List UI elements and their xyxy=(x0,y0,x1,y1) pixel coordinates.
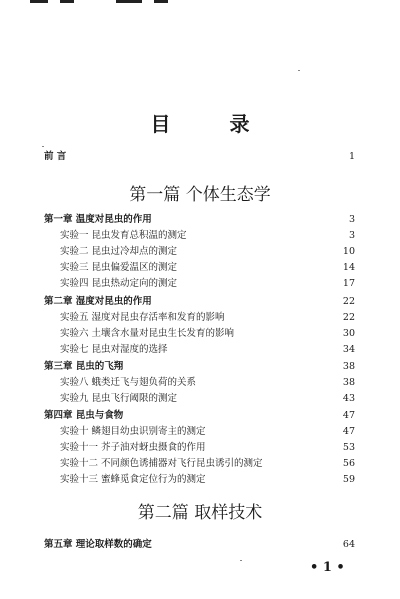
part-heading-2: 第二篇 取样技术 xyxy=(137,503,263,523)
toc-entry-page: 38 xyxy=(342,361,355,372)
dot-leader xyxy=(199,376,341,390)
toc-experiment-row[interactable] xyxy=(0,229,400,243)
dot-leader xyxy=(209,425,341,439)
toc-entry-page: 22 xyxy=(342,312,355,323)
toc-entry-label: 实验五 湿度对昆虫存活率和发育的影响 xyxy=(60,312,225,323)
toc-experiment-row[interactable] xyxy=(0,376,400,390)
toc-entry-label: 实验九 昆虫飞行阈限的测定 xyxy=(60,393,178,404)
toc-entry-page: 17 xyxy=(342,278,355,289)
dot-leader xyxy=(155,538,341,552)
toc-entry-label: 第一章 温度对昆虫的作用 xyxy=(44,214,152,225)
toc-entry-page: 56 xyxy=(342,458,355,469)
dot-leader xyxy=(171,343,341,357)
dot-leader xyxy=(209,473,341,487)
toc-entry-page: 3 xyxy=(348,230,355,241)
toc-entry-page: 22 xyxy=(342,296,355,307)
dot-leader xyxy=(180,277,341,291)
toc-entry-page: 34 xyxy=(342,344,355,355)
toc-chapter-row[interactable] xyxy=(0,213,400,227)
toc-experiment-row[interactable] xyxy=(0,392,400,406)
dot-leader xyxy=(180,392,341,406)
dot-leader xyxy=(126,409,341,423)
toc-entry-page: 53 xyxy=(342,442,355,453)
toc-experiment-row[interactable] xyxy=(0,245,400,259)
toc-entry-label: 实验十二 不同颜色诱捕器对飞行昆虫诱引的测定 xyxy=(60,458,263,469)
toc-experiment-row[interactable] xyxy=(0,277,400,291)
dot-leader xyxy=(126,360,341,374)
dot-leader xyxy=(155,295,341,309)
top-edge-marks xyxy=(30,0,170,6)
toc-entry-label: 前 言 xyxy=(44,151,67,162)
dot-leader xyxy=(209,441,341,455)
toc-entry-label: 第四章 昆虫与食物 xyxy=(44,410,124,421)
toc-entry-label: 实验七 昆虫对湿度的选择 xyxy=(60,344,168,355)
dot-leader xyxy=(180,245,341,259)
toc-chapter-row[interactable] xyxy=(0,295,400,309)
toc-chapter-row[interactable] xyxy=(0,409,400,423)
toc-entry-label: 第五章 理论取样数的确定 xyxy=(44,539,152,550)
toc-entry-label: 实验十三 蜜蜂觅食定位行为的测定 xyxy=(60,474,206,485)
toc-entry-label: 实验六 土壤含水量对昆虫生长发育的影响 xyxy=(60,328,235,339)
toc-experiment-row[interactable] xyxy=(0,473,400,487)
page-number-footer: • 1 • xyxy=(310,560,345,575)
toc-entry-label: 实验三 昆虫偏爱温区的测定 xyxy=(60,262,178,273)
toc-experiment-row[interactable] xyxy=(0,261,400,275)
dot-leader xyxy=(155,213,347,227)
dot-leader xyxy=(266,457,341,471)
toc-chapter-row[interactable] xyxy=(0,360,400,374)
toc-experiment-row[interactable] xyxy=(0,343,400,357)
toc-entry-label: 第二章 湿度对昆虫的作用 xyxy=(44,296,152,307)
toc-entry-page: 64 xyxy=(342,539,355,550)
toc-entry-label: 实验二 昆虫过冷却点的测定 xyxy=(60,246,178,257)
dot-leader xyxy=(228,311,341,325)
toc-entry-page: 47 xyxy=(342,426,355,437)
toc-chapter-row[interactable] xyxy=(0,150,400,164)
toc-experiment-row[interactable] xyxy=(0,425,400,439)
toc-experiment-row[interactable] xyxy=(0,457,400,471)
toc-entry-label: 实验十 鳞翅目幼虫识别寄主的测定 xyxy=(60,426,206,437)
toc-entry-page: 59 xyxy=(342,474,355,485)
toc-chapter-row[interactable] xyxy=(0,538,400,552)
toc-entry-page: 30 xyxy=(342,328,355,339)
toc-entry-page: 43 xyxy=(342,393,355,404)
page-title: 目 录 xyxy=(150,112,276,136)
toc-entry-page: 38 xyxy=(342,377,355,388)
dot-leader xyxy=(69,150,347,164)
dot-leader xyxy=(190,229,347,243)
dot-leader xyxy=(237,327,341,341)
toc-entry-label: 第三章 昆虫的飞翔 xyxy=(44,361,124,372)
scan-speck xyxy=(42,146,44,147)
scan-speck xyxy=(240,560,242,561)
toc-experiment-row[interactable] xyxy=(0,311,400,325)
toc-entry-page: 1 xyxy=(348,151,355,162)
toc-entry-page: 14 xyxy=(342,262,355,273)
toc-entry-label: 实验十一 芥子油对蚜虫摄食的作用 xyxy=(60,442,206,453)
toc-entry-label: 实验四 昆虫热动定向的测定 xyxy=(60,278,178,289)
toc-entry-page: 10 xyxy=(342,246,355,257)
part-heading-1: 第一篇 个体生态学 xyxy=(129,185,271,205)
toc-experiment-row[interactable] xyxy=(0,441,400,455)
toc-entry-label: 实验八 蛾类迁飞与翅负荷的关系 xyxy=(60,377,197,388)
toc-entry-page: 3 xyxy=(348,214,355,225)
scan-speck xyxy=(298,70,300,71)
dot-leader xyxy=(180,261,341,275)
toc-experiment-row[interactable] xyxy=(0,327,400,341)
toc-entry-page: 47 xyxy=(342,410,355,421)
toc-entry-label: 实验一 昆虫发育总积温的测定 xyxy=(60,230,187,241)
